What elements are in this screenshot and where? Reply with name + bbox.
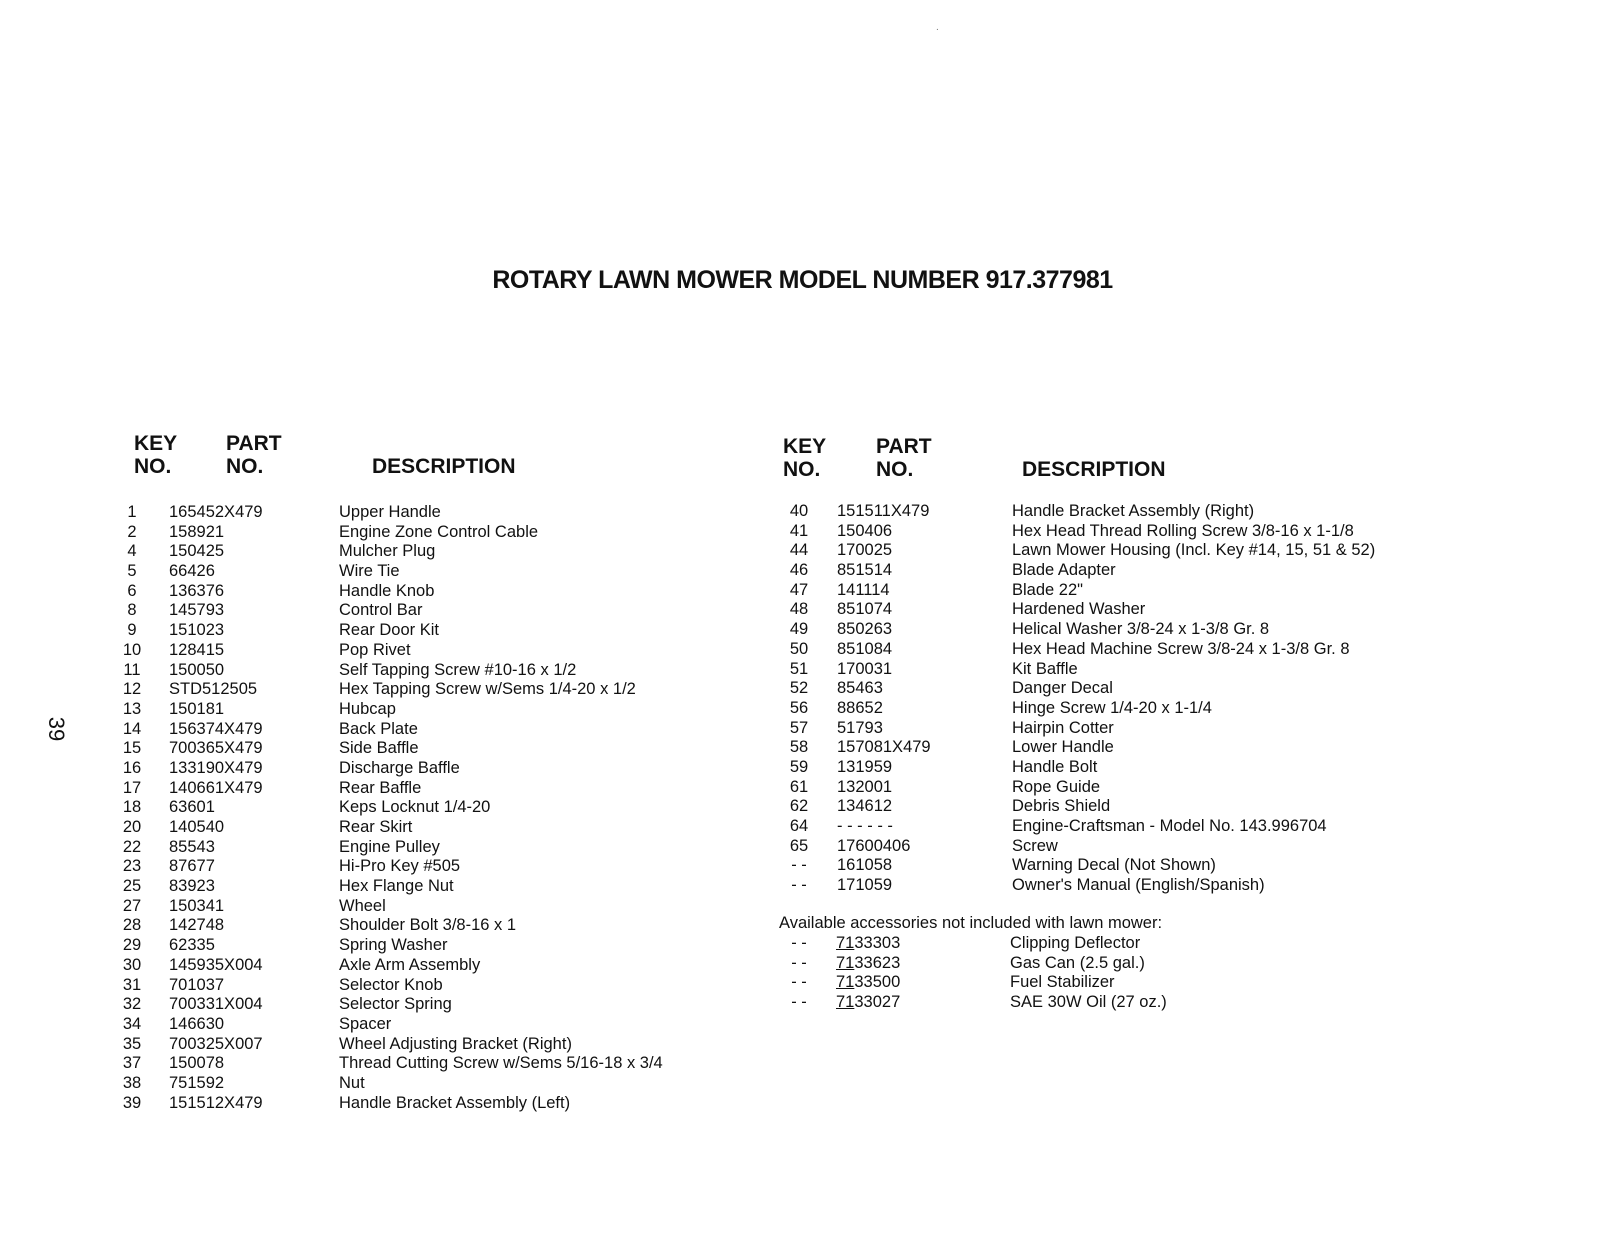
part-description: Hubcap <box>339 699 396 718</box>
key-number: 28 <box>122 916 142 935</box>
key-number: 11 <box>123 660 141 679</box>
key-number: 46 <box>789 561 809 580</box>
part-description: Engine-Craftsman - Model No. 143.996704 <box>1012 817 1327 835</box>
key-label: KEY <box>134 432 178 455</box>
part-number: 851074 <box>837 600 893 619</box>
part-number: 158921 <box>169 522 225 541</box>
key-number: 30 <box>122 955 142 974</box>
part-number: 700331X004 <box>169 995 263 1014</box>
table-row <box>112 995 732 1015</box>
part-number: 142748 <box>169 916 225 935</box>
key-number: - - <box>791 934 807 952</box>
part-number: 136376 <box>169 581 225 600</box>
part-description: Blade Adapter <box>1012 561 1116 580</box>
part-description: Discharge Baffle <box>339 758 460 777</box>
table-row <box>779 934 1279 954</box>
table-row <box>112 759 732 779</box>
key-number: 38 <box>122 1073 142 1092</box>
part-description: Mulcher Plug <box>339 542 436 561</box>
part-description: Handle Bracket Assembly (Left) <box>339 1093 571 1112</box>
part-number: 150078 <box>169 1054 225 1073</box>
table-row <box>779 561 1439 581</box>
part-number: 63601 <box>169 798 215 817</box>
part-number <box>836 934 900 954</box>
accessories-list <box>779 934 1279 1013</box>
part-number: 128415 <box>169 640 225 659</box>
part-description: Helical Washer 3/8-24 x 1-3/8 Gr. 8 <box>1012 620 1270 639</box>
part-prefix: 71 <box>836 973 855 992</box>
accessories-note: Available accessories not included with lawn mower: <box>779 914 1163 932</box>
part-description: Keps Locknut 1/4-20 <box>339 798 491 817</box>
key-number: 14 <box>122 719 142 738</box>
part-description: Side Baffle <box>339 739 419 758</box>
table-row <box>779 541 1439 561</box>
part-number <box>836 973 900 993</box>
part-description: Gas Can (2.5 gal.) <box>1010 953 1145 972</box>
part-description: Self Tapping Screw #10-16 x 1/2 <box>339 660 577 679</box>
table-row <box>112 680 732 700</box>
key-number: 4 <box>127 542 137 561</box>
table-row <box>112 779 732 799</box>
table-row <box>779 620 1439 640</box>
part-description: Hardened Washer <box>1012 600 1146 619</box>
part-number: 66426 <box>169 562 215 581</box>
key-number: 32 <box>122 995 142 1014</box>
key-number: 39 <box>122 1093 142 1112</box>
part-number: 161058 <box>837 856 893 875</box>
table-row <box>112 798 732 818</box>
table-row <box>779 758 1439 778</box>
part-description: Wire Tie <box>339 562 400 581</box>
table-row <box>779 876 1439 896</box>
table-row <box>112 1074 732 1094</box>
table-row <box>112 1054 732 1074</box>
key-no-label: NO. <box>783 458 821 481</box>
part-description: Selector Spring <box>339 995 452 1014</box>
part-description: Blade 22" <box>1012 580 1083 599</box>
part-description: Warning Decal (Not Shown) <box>1012 856 1216 875</box>
key-number: - - <box>791 953 807 972</box>
page-number: 39 <box>44 716 70 742</box>
table-row <box>779 679 1439 699</box>
part-number: 85463 <box>837 679 883 698</box>
key-number: 49 <box>789 620 809 639</box>
table-row <box>112 739 732 759</box>
part-number: 165452X479 <box>169 503 263 521</box>
key-number: 10 <box>122 640 142 659</box>
key-number: 23 <box>122 857 142 876</box>
part-number: 150406 <box>837 521 893 540</box>
part-description: Lawn Mower Housing (Incl. Key #14, 15, 51 & 52) <box>1012 541 1376 560</box>
table-row <box>779 699 1439 719</box>
part-description: Lower Handle <box>1012 738 1114 757</box>
part-description: Upper Handle <box>339 503 441 521</box>
key-number: 27 <box>122 896 142 915</box>
part-description: Axle Arm Assembly <box>339 955 481 974</box>
part-description: Fuel Stabilizer <box>1010 973 1115 992</box>
part-description: Handle Knob <box>339 581 435 600</box>
part-number: 150341 <box>169 896 225 915</box>
table-row <box>112 700 732 720</box>
table-row <box>112 976 732 996</box>
table-row <box>112 956 732 976</box>
part-description: Selector Knob <box>339 975 443 994</box>
table-row <box>112 503 732 523</box>
part-number: 146630 <box>169 1014 225 1033</box>
part-description: Control Bar <box>339 601 423 620</box>
table-row <box>112 936 732 956</box>
part-description: Rear Skirt <box>339 818 413 836</box>
part-number: 145793 <box>169 601 225 620</box>
part-number: 171059 <box>837 876 893 895</box>
key-label: KEY <box>783 435 827 458</box>
key-number: 44 <box>789 541 809 560</box>
key-number: 17 <box>122 778 142 797</box>
right-part-header <box>876 435 932 481</box>
part-number: STD512505 <box>169 680 258 699</box>
key-number: 50 <box>789 639 809 658</box>
right-key-header <box>783 435 826 481</box>
part-number: 701037 <box>169 975 225 994</box>
part-description: Rope Guide <box>1012 777 1101 796</box>
table-row <box>779 973 1279 993</box>
part-number: 133190X479 <box>169 758 263 777</box>
key-number: 62 <box>789 797 809 816</box>
part-description: Rear Baffle <box>339 778 422 797</box>
part-number: 141114 <box>837 580 890 599</box>
part-number: 151511X479 <box>837 502 930 520</box>
key-number: 61 <box>789 777 809 796</box>
part-number: 156374X479 <box>169 719 263 738</box>
table-row <box>112 897 732 917</box>
part-number: 140661X479 <box>169 778 263 797</box>
table-row <box>112 641 732 661</box>
part-description: Kit Baffle <box>1012 659 1078 678</box>
table-row <box>112 916 732 936</box>
key-number: 48 <box>789 600 809 619</box>
part-description: Hairpin Cotter <box>1012 718 1114 737</box>
part-description: Clipping Deflector <box>1010 934 1141 952</box>
key-number: 51 <box>789 659 809 678</box>
part-description: Thread Cutting Screw w/Sems 5/16-18 x 3/4 <box>339 1054 663 1073</box>
part-number <box>836 993 900 1013</box>
part-description: Nut <box>339 1073 365 1092</box>
key-number: 13 <box>122 699 142 718</box>
part-description: Shoulder Bolt 3/8-16 x 1 <box>339 916 517 935</box>
part-number: 170031 <box>837 659 893 678</box>
part-prefix: 71 <box>836 953 855 972</box>
part-description: Debris Shield <box>1012 797 1111 816</box>
part-number: 140540 <box>169 818 225 836</box>
part-description: Spacer <box>339 1014 392 1033</box>
left-key-header <box>134 432 177 478</box>
part-number: 170025 <box>837 541 893 560</box>
table-row <box>112 523 732 543</box>
key-number: 52 <box>789 679 809 698</box>
table-row <box>779 993 1279 1013</box>
key-number: 18 <box>122 798 142 817</box>
part-number: 851084 <box>837 639 893 658</box>
part-description: Back Plate <box>339 719 418 738</box>
part-suffix: 33027 <box>854 993 901 1012</box>
part-number: 51793 <box>837 718 883 737</box>
part-description: Danger Decal <box>1012 679 1113 698</box>
part-number: 150050 <box>169 660 225 679</box>
part-description: Spring Washer <box>339 936 448 955</box>
part-number: 150181 <box>169 699 225 718</box>
key-number: 25 <box>122 877 142 896</box>
key-number: 40 <box>789 502 809 520</box>
part-number: 134612 <box>837 797 893 816</box>
table-row <box>779 797 1439 817</box>
table-row <box>779 719 1439 739</box>
key-number: 8 <box>127 601 137 620</box>
key-number: 57 <box>789 718 809 737</box>
part-number: 700325X007 <box>169 1034 263 1053</box>
part-no-label: NO. <box>226 455 264 478</box>
key-number: 2 <box>127 522 137 541</box>
part-description: Hinge Screw 1/4-20 x 1-1/4 <box>1012 698 1212 717</box>
part-description: Screw <box>1012 836 1058 855</box>
part-description: Hex Head Thread Rolling Screw 3/8-16 x 1-1/8 <box>1012 521 1354 540</box>
part-description: Wheel <box>339 896 386 915</box>
part-description: Hex Head Machine Screw 3/8-24 x 1-3/8 Gr. 8 <box>1012 639 1350 658</box>
part-description: Engine Zone Control Cable <box>339 522 539 541</box>
table-row <box>779 640 1439 660</box>
table-row <box>779 660 1439 680</box>
key-number: 1 <box>127 503 137 521</box>
key-number: - - <box>791 876 807 895</box>
key-number: 31 <box>122 975 142 994</box>
table-row <box>779 954 1279 974</box>
part-number: 151023 <box>169 621 225 640</box>
key-number: 20 <box>122 818 142 836</box>
table-row <box>779 581 1439 601</box>
scan-mark: . <box>936 22 939 33</box>
table-row <box>112 542 732 562</box>
key-number: 58 <box>789 738 809 757</box>
key-number: 12 <box>122 680 142 699</box>
table-row <box>112 661 732 681</box>
part-number: 17600406 <box>837 836 911 855</box>
part-number: 131959 <box>837 757 893 776</box>
table-row <box>779 502 1439 522</box>
part-number: 157081X479 <box>837 738 931 757</box>
key-no-label: NO. <box>134 455 172 478</box>
part-number <box>836 954 900 974</box>
key-number: 29 <box>122 936 142 955</box>
table-row <box>779 522 1439 542</box>
part-label: PART <box>226 432 282 455</box>
table-row <box>112 1094 732 1114</box>
key-number: 35 <box>122 1034 142 1053</box>
part-suffix: 33500 <box>854 973 901 992</box>
table-row <box>779 837 1439 857</box>
part-number: 851514 <box>837 561 893 580</box>
key-number: 16 <box>122 758 142 777</box>
table-row <box>112 720 732 740</box>
part-description: Owner's Manual (English/Spanish) <box>1012 876 1265 895</box>
part-description: Rear Door Kit <box>339 621 439 640</box>
key-number: 65 <box>789 836 809 855</box>
right-description-header: DESCRIPTION <box>1022 458 1166 481</box>
left-part-header <box>226 432 282 478</box>
table-row <box>112 877 732 897</box>
part-description: Hex Tapping Screw w/Sems 1/4-20 x 1/2 <box>339 680 636 699</box>
left-description-header: DESCRIPTION <box>372 455 516 478</box>
table-row <box>779 817 1439 837</box>
part-number: 850263 <box>837 620 893 639</box>
key-number: 64 <box>789 817 809 835</box>
page-title: ROTARY LAWN MOWER MODEL NUMBER 917.377981 <box>492 266 1113 294</box>
table-row <box>112 1015 732 1035</box>
part-prefix: 71 <box>836 993 855 1012</box>
table-row <box>112 818 732 838</box>
part-number: 151512X479 <box>169 1093 263 1112</box>
part-number: 150425 <box>169 542 225 561</box>
part-description: Handle Bolt <box>1012 757 1098 776</box>
key-number: 22 <box>122 837 142 856</box>
part-description: SAE 30W Oil (27 oz.) <box>1010 993 1167 1012</box>
part-description: Engine Pulley <box>339 837 440 856</box>
part-number: 85543 <box>169 837 215 856</box>
table-row <box>112 857 732 877</box>
key-number: 56 <box>789 698 809 717</box>
key-number: 34 <box>122 1014 142 1033</box>
table-row <box>112 601 732 621</box>
part-label: PART <box>876 435 932 458</box>
part-suffix: 33303 <box>854 934 901 952</box>
part-number: 132001 <box>837 777 893 796</box>
table-row <box>112 838 732 858</box>
part-prefix: 71 <box>836 934 855 952</box>
table-row <box>779 600 1439 620</box>
part-number: 87677 <box>169 857 215 876</box>
table-row <box>112 1035 732 1055</box>
right-parts-list <box>779 502 1439 896</box>
part-number: 62335 <box>169 936 215 955</box>
table-row <box>112 562 732 582</box>
part-description: Hi-Pro Key #505 <box>339 857 461 876</box>
table-row <box>779 856 1439 876</box>
part-description: Hex Flange Nut <box>339 877 454 896</box>
part-description: Handle Bracket Assembly (Right) <box>1012 502 1255 520</box>
key-number: 15 <box>122 739 142 758</box>
part-number: - - - - - - <box>837 817 893 835</box>
left-parts-list <box>112 503 732 1113</box>
key-number: - - <box>791 993 807 1012</box>
key-number: 37 <box>122 1054 142 1073</box>
key-number: 41 <box>789 521 809 540</box>
part-suffix: 33623 <box>854 953 901 972</box>
part-number: 145935X004 <box>169 955 263 974</box>
key-number: 47 <box>789 580 809 599</box>
table-row <box>112 621 732 641</box>
key-number: - - <box>791 856 807 875</box>
key-number: - - <box>791 973 807 992</box>
part-description: Wheel Adjusting Bracket (Right) <box>339 1034 572 1053</box>
key-number: 6 <box>127 581 137 600</box>
key-number: 5 <box>127 562 137 581</box>
part-number: 700365X479 <box>169 739 263 758</box>
part-number: 751592 <box>169 1073 225 1092</box>
key-number: 59 <box>789 757 809 776</box>
key-number: 9 <box>127 621 137 640</box>
part-description: Pop Rivet <box>339 640 411 659</box>
table-row <box>779 778 1439 798</box>
part-number: 83923 <box>169 877 215 896</box>
part-number: 88652 <box>837 698 883 717</box>
table-row <box>112 582 732 602</box>
table-row <box>779 738 1439 758</box>
part-no-label: NO. <box>876 458 914 481</box>
